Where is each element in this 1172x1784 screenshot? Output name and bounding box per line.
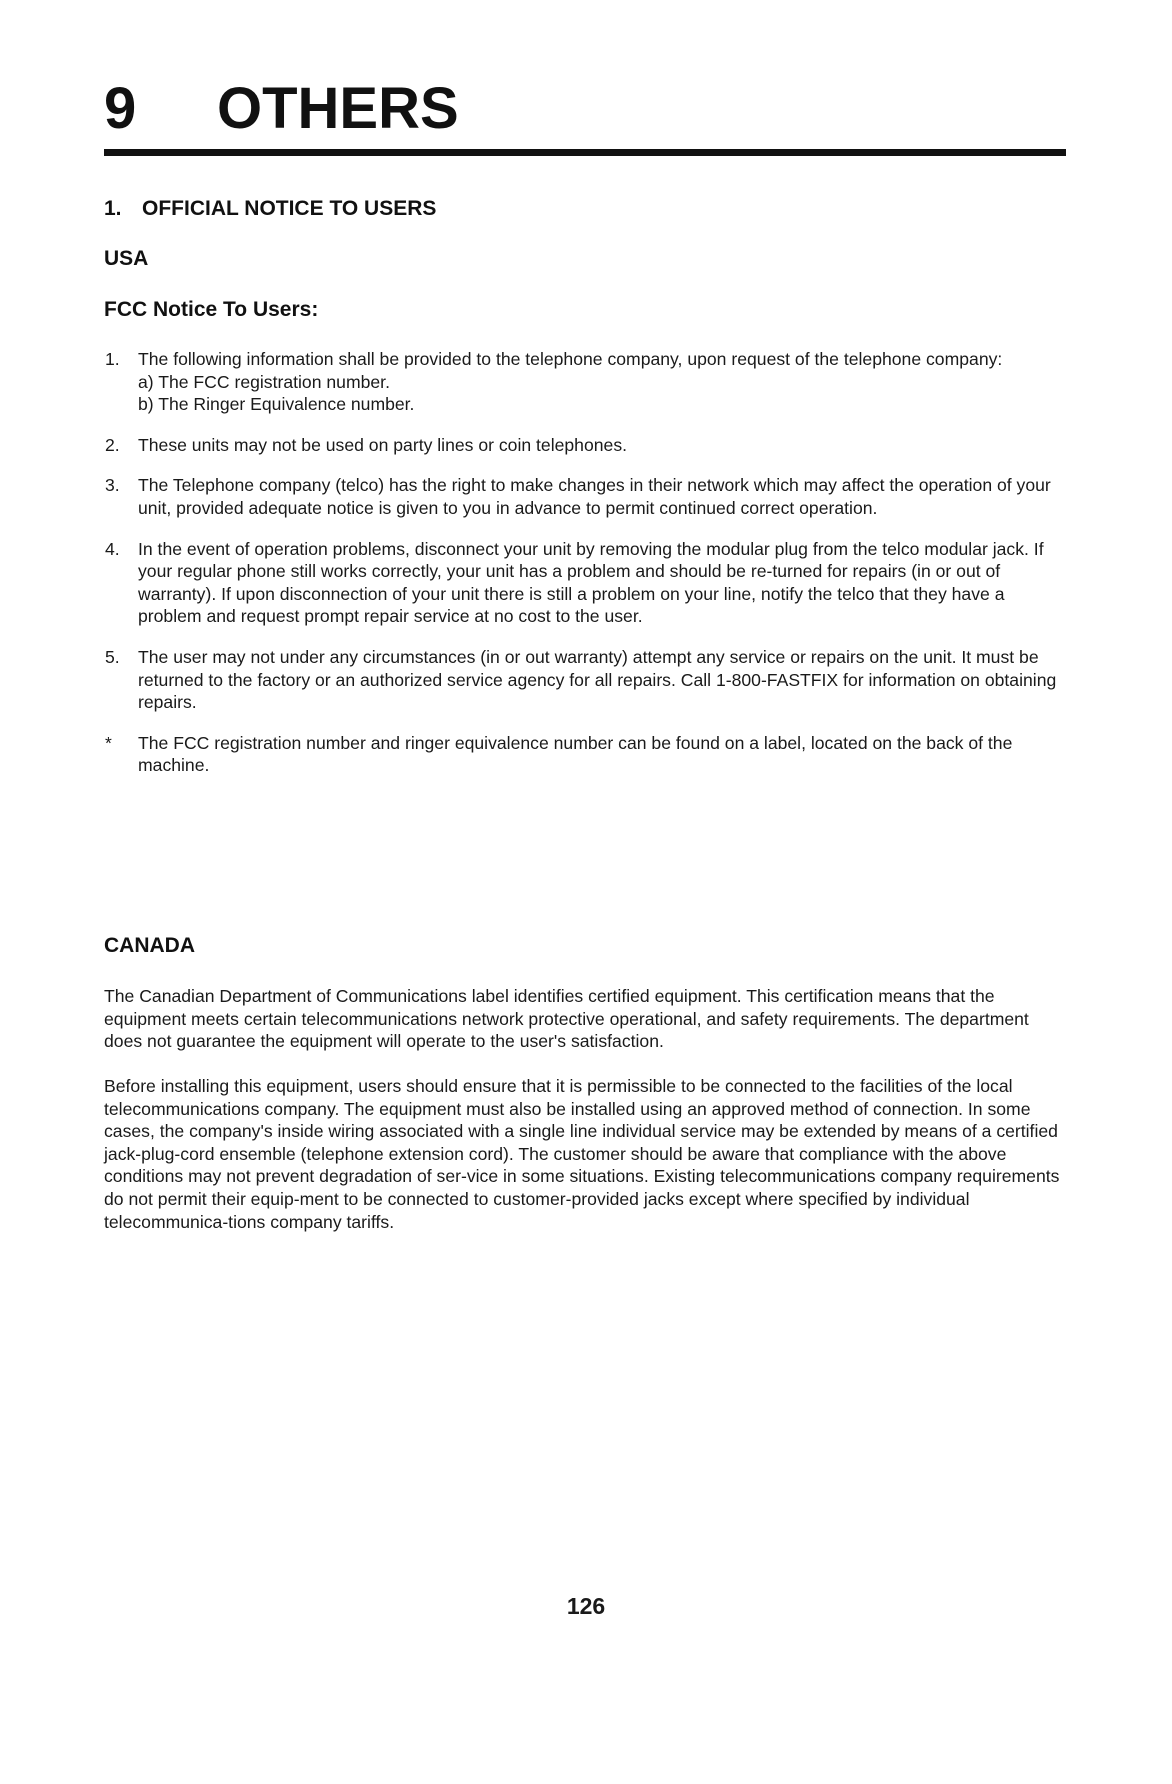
list-item: [104, 434, 1066, 457]
fcc-notice-list: [104, 348, 1066, 795]
list-item-text: The FCC registration number and ringer equivalence number can be found on a label, located on the back of the machine.: [138, 732, 1013, 776]
chapter-number: 9: [104, 76, 137, 141]
list-item: [104, 538, 1066, 628]
list-item-text: The Telephone company (telco) has the right to make changes in their network which may affect the operation of your unit, provided adequate notice is given to you in advance to permit continued correct operation.: [138, 475, 1051, 518]
fcc-notice-heading: FCC Notice To Users:: [104, 298, 319, 321]
list-item-text: In the event of operation problems, disconnect your unit by removing the modular plug from the telco modular jack. If your regular phone still works correctly, your unit has a problem and should be re-turned for repairs (in or out of warranty). If upon disconnection of your unit there is still a problem on your line, notify the telco that they have a problem and request prompt repair service at no cost to the user.: [138, 538, 1044, 627]
list-marker: *: [105, 732, 112, 753]
list-marker: 5.: [105, 646, 120, 667]
list-subitem: b) The Ringer Equivalence number.: [138, 394, 415, 415]
list-item: [104, 474, 1066, 519]
chapter-title: OTHERS: [217, 76, 459, 141]
list-subitem: a) The FCC registration number.: [138, 371, 390, 392]
section-heading: [104, 196, 436, 222]
usa-heading: USA: [104, 247, 149, 270]
list-item: [104, 348, 1066, 416]
canada-heading: CANADA: [104, 934, 195, 957]
list-item: [104, 646, 1066, 714]
list-marker: 3.: [105, 475, 120, 496]
list-item-text: The following information shall be provided to the telephone company, upon request of the telephone company:: [138, 349, 1003, 369]
list-item: [104, 732, 1066, 777]
section-number: 1.: [104, 197, 122, 220]
list-item-text: The user may not under any circumstances (in or out warranty) attempt any service or repairs on the unit. It must be returned to the factory or an authorized service agency for all repairs. Call 1-800-FASTFIX for information on obtaining repairs.: [138, 646, 1057, 713]
list-marker: 2.: [105, 434, 120, 455]
list-item-text: These units may not be used on party lines or coin telephones.: [138, 434, 628, 455]
canada-paragraph: Before installing this equipment, users should ensure that it is permissible to be connected to the facilities of the local telecommunications company. The equipment must also be installed using an approved method of connection. In some cases, the company's inside wiring associated with a single line individual service may be extended by means of a certified jack-plug-cord ensemble (telephone extension cord). The customer should be aware that compliance with the above conditions may not prevent degradation of ser-vice in some situations. Existing telecommunications company requirements do not permit their equip-ment to be connected to customer-provided jacks except where specified by individual telecommunica-tions company tariffs.: [104, 1076, 1060, 1232]
section-title: OFFICIAL NOTICE TO USERS: [142, 197, 437, 220]
canada-paragraph: The Canadian Department of Communications label identifies certified equipment. This certification means that the equipment meets certain telecommunications network protective operational, and safety requirements. The department does not guarantee the equipment will operate to the user's satisfaction.: [104, 986, 1029, 1052]
list-marker: 1.: [105, 349, 120, 369]
chapter-header: [104, 74, 1066, 156]
list-marker: 4.: [105, 538, 120, 559]
page-number: 126: [566, 1593, 606, 1619]
